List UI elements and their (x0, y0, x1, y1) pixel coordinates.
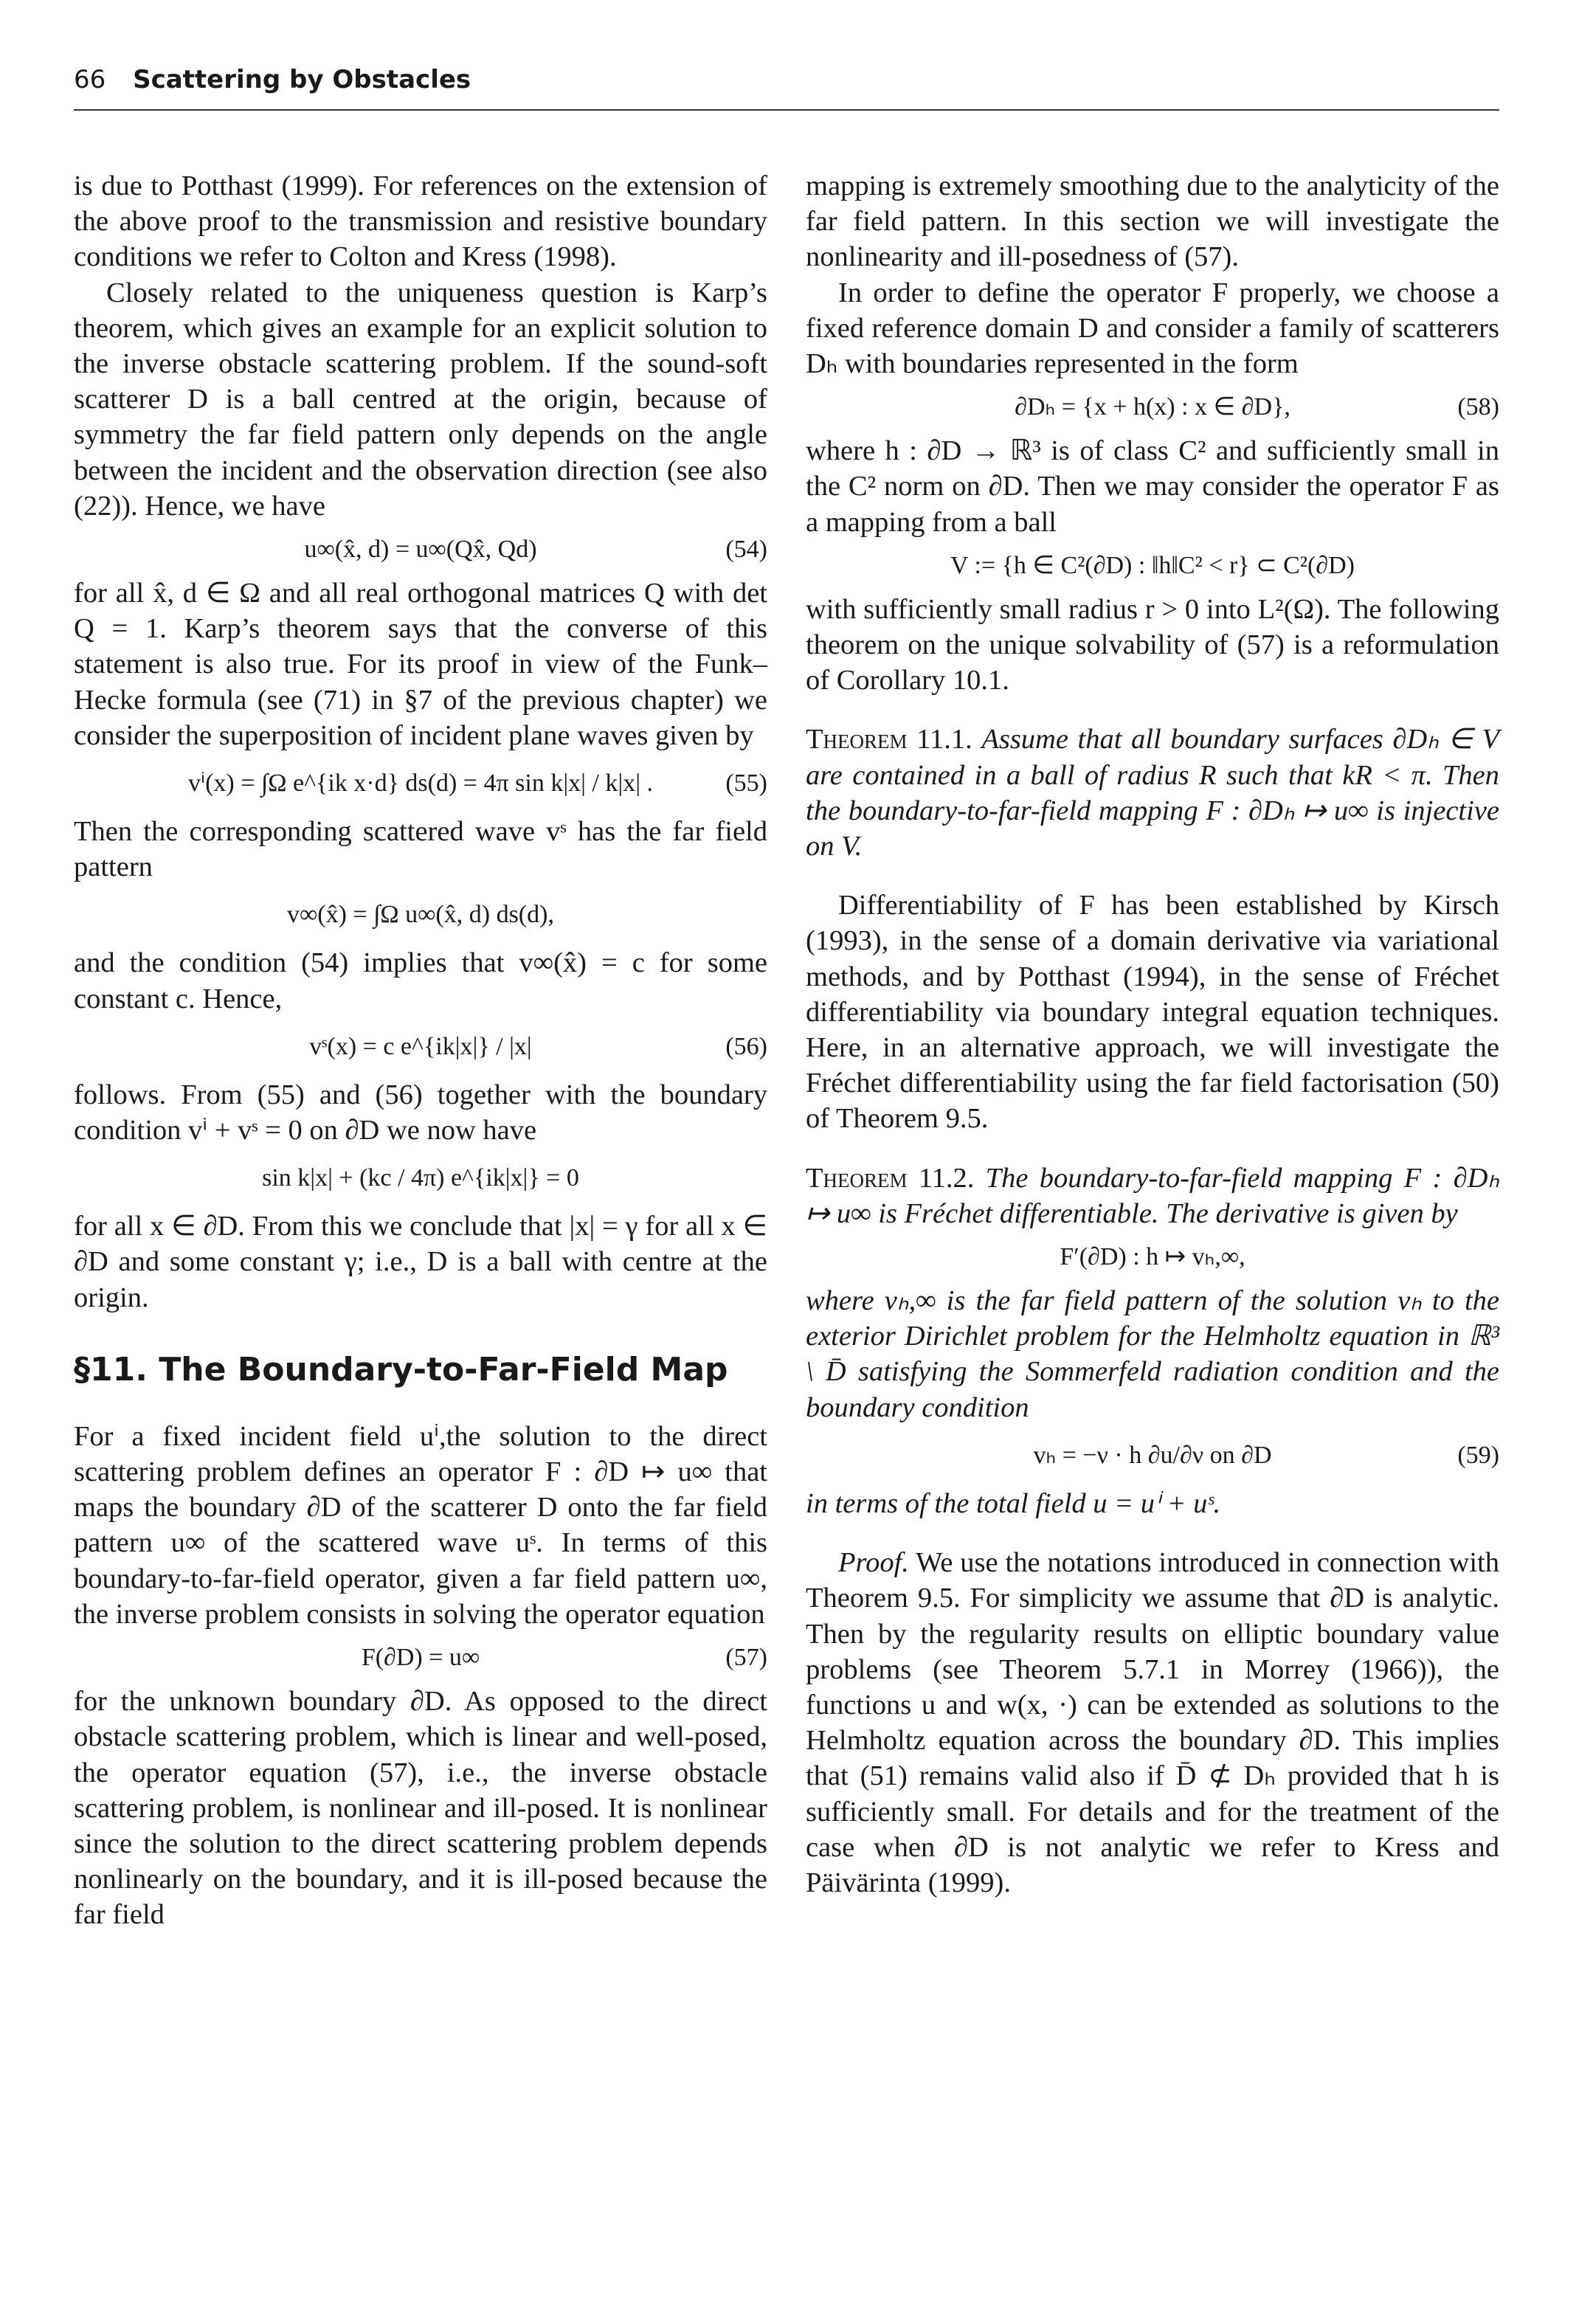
page-number: 66 (74, 65, 106, 94)
equation-55 (74, 762, 767, 805)
right-paragraph-7: in terms of the total field u = uⁱ + uˢ. (806, 1487, 1221, 1519)
equation-54 (74, 533, 767, 567)
left-paragraph-5: and the condition (54) implies that v∞(x̂) = c for some constant c. Hence, (74, 947, 767, 1014)
proof-paragraph (806, 1545, 1499, 1901)
equation-derivative-body: F′(∂D) : h ↦ vₕ,∞, (1060, 1243, 1245, 1271)
theorem-11-2-label: Theorem 11.2. (806, 1162, 975, 1194)
left-paragraph-9: for the unknown boundary ∂D. As opposed to the direct obstacle scattering problem, which is linear and well-posed, the operator equation (57), i.e., the inverse obstacle scattering problem, is nonlinear and ill-posed. It is nonlinear since the solution to the direct scattering problem depends nonlinearly on the boundary, and it is ill-posed because the far field (74, 1686, 767, 1931)
left-paragraph-6: follows. From (55) and (56) together with the boundary condition vⁱ + vˢ = 0 on ∂D we now have (74, 1079, 767, 1147)
equation-55-number: (55) (725, 770, 767, 798)
right-paragraph-1: mapping is extremely smoothing due to the analyticity of the far field pattern. In this section we will investigate the nonlinearity and ill-posedness of (57). (806, 170, 1499, 273)
left-paragraph-7: for all x ∈ ∂D. From this we conclude that |x| = γ for all x ∈ ∂D and some constant γ; i.e., D is a ball with centre at the origin. (74, 1211, 767, 1313)
equation-54-number: (54) (725, 536, 767, 564)
left-paragraph-8: For a fixed incident field uⁱ,the solution to the direct scattering problem defines an operator F : ∂D ↦ u∞ that maps the boundary ∂D of the scatterer D onto the far field pattern u∞ of the scattered wave uˢ. In terms of this boundary-to-far-field operator, given a far field pattern u∞, the inverse problem consists in solving the operator equation (74, 1420, 767, 1630)
running-title: Scattering by Obstacles (133, 65, 471, 94)
equation-58-body: ∂Dₕ = {x + h(x) : x ∈ ∂D}, (1015, 393, 1291, 421)
left-paragraph-1: is due to Potthast (1999). For references on the extension of the above proof to the transmission and resistive boundary conditions we refer to Colton and Kress (1998). (74, 170, 767, 273)
equation-59-number: (59) (1457, 1441, 1499, 1469)
theorem-11-1 (806, 722, 1499, 864)
equation-sin-body: sin k|x| + (kc / 4π) e^{ik|x|} = 0 (262, 1164, 579, 1192)
right-paragraph-3: where h : ∂D → ℝ³ is of class C² and sufficiently small in the C² norm on ∂D. Then we may consider the operator F as a mapping from a ball (806, 435, 1499, 538)
right-paragraph-6: where vₕ,∞ is the far field pattern of the solution vₕ to the exterior Dirichlet problem for the Helmholtz equation in ℝ³ \ D̄ satisfying the Sommerfeld radiation condition and the boundary condition (806, 1285, 1499, 1423)
left-paragraph-4: Then the corresponding scattered wave vˢ has the far field pattern (74, 816, 767, 883)
equation-54-body: u∞(x̂, d) = u∞(Qx̂, Qd) (304, 536, 537, 564)
right-column (806, 168, 1499, 1901)
theorem-11-1-text: Assume that all boundary surfaces ∂Dₕ ∈ V are contained in a ball of radius R such that kR < π. Then the boundary-to-far-field mapping F : ∂Dₕ ↦ u∞ is injective on V. (806, 724, 1500, 862)
left-paragraph-3: for all x̂, d ∈ Ω and all real orthogonal matrices Q with det Q = 1. Karp’s theorem says that the converse of this statement is also true. For its proof in view of the Funk–Hecke formula (see (71) in §7 of the previous chapter) we consider the superposition of incident plane waves given by (74, 578, 767, 751)
equation-55-body: vⁱ(x) = ∫Ω e^{ik x·d} ds(d) = 4π sin k|x| / k|x| . (188, 770, 653, 798)
equation-56-number: (56) (725, 1032, 767, 1060)
equation-sin (74, 1157, 767, 1200)
equation-57 (74, 1641, 767, 1675)
proof-text: We use the notations introduced in connection with Theorem 9.5. For simplicity we assume that ∂D is analytic. Then by the regularity results on elliptic boundary value problems (see Theorem 5.7.1 in Morrey (1966)), the functions u and w(x, ·) can be extended as solutions to the Helmholtz equation across the boundary ∂D. This implies that (51) remains valid also if D̄ ⊄ Dₕ provided that h is sufficiently small. For details and for the treatment of the case when ∂D is not analytic we refer to Kress and Päivärinta (1999). (806, 1547, 1499, 1898)
left-paragraph-2: Closely related to the uniqueness question is Karp’s theorem, which gives an example for an explicit solution to the inverse obstacle scattering problem. If the sound-soft scatterer D is a ball centred at the origin, because of symmetry the far field pattern only depends on the angle between the incident and the observation direction (see also (22)). Hence, we have (74, 277, 767, 522)
left-column (74, 168, 767, 1933)
theorem-11-1-label: Theorem 11.1. (806, 724, 972, 755)
section-heading: §11. The Boundary-to-Far-Field Map (74, 1350, 728, 1388)
equation-59 (806, 1434, 1499, 1477)
equation-58 (806, 390, 1499, 424)
equation-57-body: F(∂D) = u∞ (361, 1644, 480, 1672)
proof-label: Proof. (838, 1547, 909, 1579)
equation-57-number: (57) (725, 1644, 767, 1672)
running-head (74, 65, 471, 94)
equation-59-body: vₕ = −ν · h ∂u/∂ν on ∂D (1033, 1441, 1272, 1469)
right-paragraph-4: with sufficiently small radius r > 0 into L²(Ω). The following theorem on the unique solvability of (57) is a reformulation of Corollary 10.1. (806, 593, 1499, 696)
equation-56-body: vˢ(x) = c e^{ik|x|} / |x| (309, 1032, 532, 1060)
equation-ball-v (806, 549, 1499, 583)
equation-56 (74, 1026, 767, 1068)
header-rule (74, 109, 1499, 111)
equation-derivative (806, 1240, 1499, 1274)
equation-58-number: (58) (1457, 393, 1499, 421)
right-paragraph-2: In order to define the operator F properly, we choose a fixed reference domain D and consider a family of scatterers Dₕ with boundaries represented in the form (806, 277, 1499, 380)
right-paragraph-5: Differentiability of F has been established by Kirsch (1993), in the sense of a domain derivative via variational methods, and by Potthast (1994), in the sense of Fréchet differentiability via boundary integral equation techniques. Here, in an alternative approach, we will investigate the Fréchet differentiability using the far field factorisation (50) of Theorem 9.5. (806, 890, 1499, 1135)
equation-v-infinity-body: v∞(x̂) = ∫Ω u∞(x̂, d) ds(d), (287, 901, 554, 929)
equation-ball-v-body: V := {h ∈ C²(∂D) : ‖h‖C² < r} ⊂ C²(∂D) (950, 551, 1355, 579)
equation-v-infinity (74, 893, 767, 936)
theorem-11-2 (806, 1161, 1499, 1231)
theorem-11-2-text: The boundary-to-far-field mapping F : ∂Dₕ ↦ u∞ is Fréchet differentiable. The derivative is given by (806, 1162, 1499, 1229)
